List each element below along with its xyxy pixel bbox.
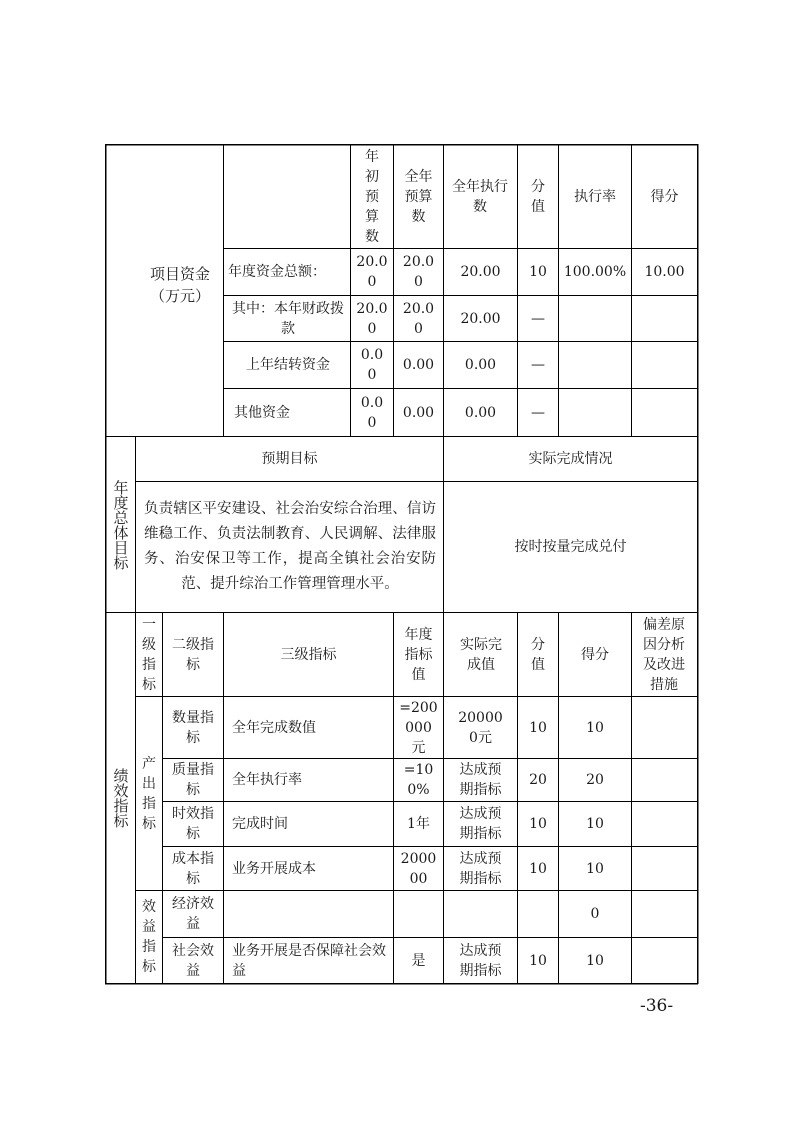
funding-header-score-value bbox=[526, 145, 550, 248]
funding-row-score bbox=[632, 342, 697, 388]
funding-section-label-text: 项目资金（万元） bbox=[149, 265, 210, 305]
indicator-row-level3: 业务开展是否保障社会效益 bbox=[232, 942, 386, 979]
funding-row-executed: 20.00 bbox=[460, 310, 501, 327]
funding-row-score-value: — bbox=[531, 310, 545, 327]
indicator-row-target: 200000 bbox=[400, 850, 437, 887]
indicators-header-score: 得分 bbox=[581, 646, 609, 663]
indicator-row-level2: 成本指标 bbox=[172, 850, 214, 887]
indicators-header-level2: 二级指标 bbox=[172, 636, 214, 673]
indicator-row-score: 10 bbox=[586, 816, 604, 832]
funding-header-executed-text: 全年执行数 bbox=[452, 178, 508, 215]
funding-row-executed: 20.00 bbox=[460, 264, 501, 280]
funding-row-score bbox=[632, 389, 697, 436]
indicator-row-level3: 全年执行率 bbox=[232, 772, 302, 788]
goals-section-label-text: 年度总体目标 bbox=[111, 479, 130, 570]
indicator-row-score: 20 bbox=[586, 772, 604, 788]
funding-row-initial: 20.00 bbox=[356, 300, 388, 337]
funding-header-annual-text: 全年预算数 bbox=[404, 168, 433, 225]
funding-row-rate bbox=[559, 296, 631, 341]
indicators-section-label bbox=[106, 613, 135, 983]
indicator-row-score: 10 bbox=[586, 860, 604, 877]
indicator-row-level2: 质量指标 bbox=[172, 762, 214, 798]
indicators-header-level1: 一级指标 bbox=[142, 616, 156, 693]
indicator-row-level2: 数量指标 bbox=[172, 709, 214, 746]
funding-row-score-value: — bbox=[531, 357, 545, 373]
indicator-row-deviation bbox=[632, 759, 697, 801]
funding-header-initial-text: 年初预算数 bbox=[365, 148, 379, 245]
indicator-row-score-value: 10 bbox=[529, 952, 547, 969]
funding-header-initial bbox=[357, 145, 387, 248]
funding-row-annual: 0.00 bbox=[402, 404, 435, 421]
indicator-row-score-value: 20 bbox=[529, 772, 547, 788]
indicators-group-benefit: 效益指标 bbox=[142, 899, 156, 975]
indicator-row-score-value: 10 bbox=[529, 816, 547, 832]
funding-row-initial: 20.00 bbox=[356, 254, 388, 290]
indicator-row-level3: 全年完成数值 bbox=[232, 719, 316, 736]
indicator-row-actual: 达成预期指标 bbox=[459, 762, 502, 798]
funding-row-executed: 0.00 bbox=[464, 357, 497, 373]
funding-row-annual: 0.00 bbox=[402, 357, 435, 373]
funding-header-rate bbox=[559, 145, 631, 248]
indicator-row-target: 1年 bbox=[407, 816, 430, 832]
goals-section-label bbox=[106, 437, 135, 612]
funding-row-annual: 20.00 bbox=[402, 254, 435, 290]
indicator-row-actual: 达成预期指标 bbox=[459, 850, 502, 887]
indicator-row-deviation bbox=[632, 847, 697, 890]
indicator-row-deviation bbox=[632, 938, 697, 983]
indicator-row-level3: 业务开展成本 bbox=[232, 860, 316, 877]
indicator-row-level3 bbox=[230, 891, 390, 937]
funding-header-score-value-text: 分值 bbox=[531, 178, 545, 215]
indicator-row-score-value: 10 bbox=[529, 719, 547, 736]
funding-row-annual: 20.00 bbox=[402, 300, 435, 337]
indicator-row-level3: 完成时间 bbox=[232, 816, 288, 832]
indicator-row-level2: 社会效益 bbox=[172, 942, 214, 979]
funding-header-score bbox=[632, 145, 697, 248]
indicators-header-deviation: 偏差原因分析及改进措施 bbox=[643, 616, 685, 693]
funding-header-score-text: 得分 bbox=[650, 188, 679, 205]
goals-actual-header: 实际完成情况 bbox=[528, 451, 613, 467]
funding-row-score-value: — bbox=[531, 404, 545, 421]
indicators-header-actual: 实际完成值 bbox=[460, 636, 502, 673]
funding-section-label bbox=[140, 255, 220, 315]
funding-row-rate bbox=[559, 389, 631, 436]
funding-row-label: 年度资金总额： bbox=[228, 264, 326, 280]
funding-row-score: 10.00 bbox=[644, 264, 685, 280]
funding-row-initial: 0.00 bbox=[360, 347, 384, 383]
funding-row-rate: 100.00% bbox=[563, 264, 627, 280]
indicator-row-level2: 时效指标 bbox=[172, 806, 214, 842]
indicator-row-deviation bbox=[632, 697, 697, 758]
funding-header-executed bbox=[449, 145, 511, 248]
funding-row-score bbox=[632, 296, 697, 341]
funding-row-score-value: 10 bbox=[529, 264, 547, 280]
indicator-row-actual: 达成预期指标 bbox=[459, 806, 502, 842]
indicators-header-target: 年度指标值 bbox=[404, 626, 433, 683]
indicator-row-score: 10 bbox=[586, 952, 604, 969]
funding-row-executed: 0.00 bbox=[464, 404, 497, 421]
indicators-group-output: 产出指标 bbox=[142, 755, 156, 832]
indicator-row-score: 10 bbox=[586, 719, 604, 736]
indicator-row-score-value bbox=[518, 891, 558, 937]
indicator-row-score-value: 10 bbox=[529, 860, 547, 877]
funding-row-initial: 0.00 bbox=[360, 394, 384, 431]
indicator-row-actual bbox=[452, 891, 509, 937]
indicators-header-score-value: 分值 bbox=[531, 636, 545, 673]
funding-row-label: 其他资金 bbox=[234, 404, 290, 421]
indicator-row-score: 0 bbox=[590, 906, 600, 922]
indicator-row-target: =200000元 bbox=[399, 699, 438, 756]
indicator-row-level2: 经济效益 bbox=[172, 896, 214, 932]
indicators-header-level3: 三级指标 bbox=[280, 646, 337, 663]
indicator-row-deviation bbox=[632, 802, 697, 846]
funding-header-annual bbox=[397, 145, 440, 248]
goals-expected-text: 负责辖区平安建设、社会治安综合治理、信访维稳工作、负责法制教育、人民调解、法律服务、治安保卫等工作，提高全镇社会治安防范、提升综治工作管理管理水平。 bbox=[144, 501, 436, 592]
indicator-row-target: 是 bbox=[411, 952, 426, 969]
funding-row-rate bbox=[559, 342, 631, 388]
indicator-row-actual: 达成预期指标 bbox=[459, 942, 502, 979]
indicators-section-label-text: 绩效指标 bbox=[111, 768, 130, 828]
goals-expected-header: 预期目标 bbox=[261, 451, 318, 467]
indicator-row-target: =100% bbox=[403, 762, 434, 798]
funding-row-label: 上年结转资金 bbox=[246, 357, 330, 373]
goals-actual-text: 按时按量完成兑付 bbox=[514, 539, 627, 555]
page-number: -36- bbox=[640, 996, 674, 1016]
indicator-row-deviation bbox=[632, 891, 697, 937]
funding-header-rate-text: 执行率 bbox=[574, 188, 616, 205]
indicator-row-actual: 200000元 bbox=[458, 709, 503, 746]
indicator-row-target bbox=[397, 891, 440, 937]
funding-row-label: 其中：本年财政拨款 bbox=[232, 300, 344, 337]
